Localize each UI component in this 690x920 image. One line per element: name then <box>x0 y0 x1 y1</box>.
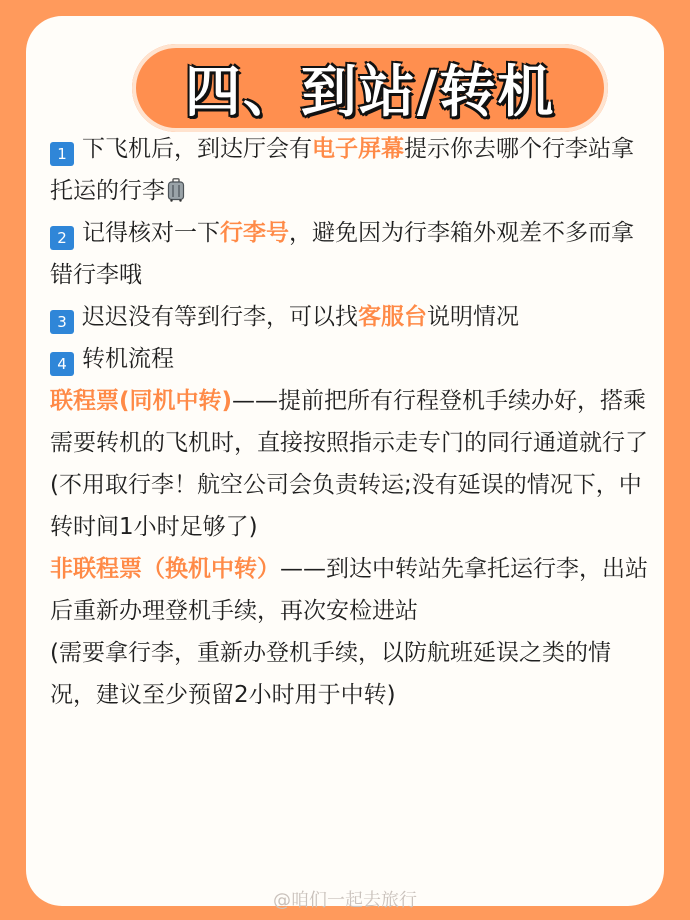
number-badge-1: 1 <box>50 142 74 166</box>
number-badge-3: 3 <box>50 310 74 334</box>
list-item-1 <box>50 128 650 212</box>
number-badge-4: 4 <box>50 352 74 376</box>
item-4-text: 转机流程 <box>82 346 174 372</box>
item-1-highlight: 电子屏幕 <box>312 136 404 162</box>
item-3-text-post: 说明情况 <box>427 304 519 330</box>
nonjoint-ticket-note: (需要拿行李，重新办登机手续，以防航班延误之类的情况，建议至少预留2小时用于中转) <box>50 640 611 708</box>
list-item-4 <box>50 338 650 380</box>
joint-ticket-note: (不用取行李！航空公司会负责转运;没有延误的情况下，中转时间1小时足够了) <box>50 472 642 540</box>
item-2-text-post: ，避免因为行李箱外观差不多而拿错行李哦 <box>50 220 634 288</box>
item-3-text-pre: 迟迟没有等到行李，可以找 <box>82 304 358 330</box>
item-2-highlight: 行李号 <box>220 220 289 246</box>
watermark: @咱们一起去旅行 <box>273 890 417 911</box>
list-item-3 <box>50 296 650 338</box>
number-badge-2: 2 <box>50 226 74 250</box>
list-item-2 <box>50 212 650 296</box>
item-1-text-pre: 下飞机后，到达厅会有 <box>82 136 312 162</box>
joint-ticket-label: 联程票(同机中转) <box>50 388 233 414</box>
nonjoint-ticket-label: 非联程票（换机中转） <box>50 556 280 582</box>
joint-ticket-text: ——提前把所有行程登机手续办好，搭乘需要转机的飞机时，直接按照指示走专门的同行通道就行了 <box>50 388 648 456</box>
joint-ticket-paragraph <box>50 380 650 464</box>
item-1-text-post: 提示你去哪个行李站拿托运的行李 <box>50 136 634 204</box>
nonjoint-ticket-text: ——到达中转站先拿托运行李，出站后重新办理登机手续，再次安检进站 <box>50 556 648 624</box>
item-3-highlight: 客服台 <box>358 304 427 330</box>
nonjoint-ticket-paragraph <box>50 548 650 632</box>
page-title: 四、到站/转机 <box>184 60 556 125</box>
title-banner <box>132 44 608 132</box>
suitcase-icon <box>167 178 185 202</box>
item-2-text-pre: 记得核对一下 <box>82 220 220 246</box>
article-body <box>50 128 650 716</box>
